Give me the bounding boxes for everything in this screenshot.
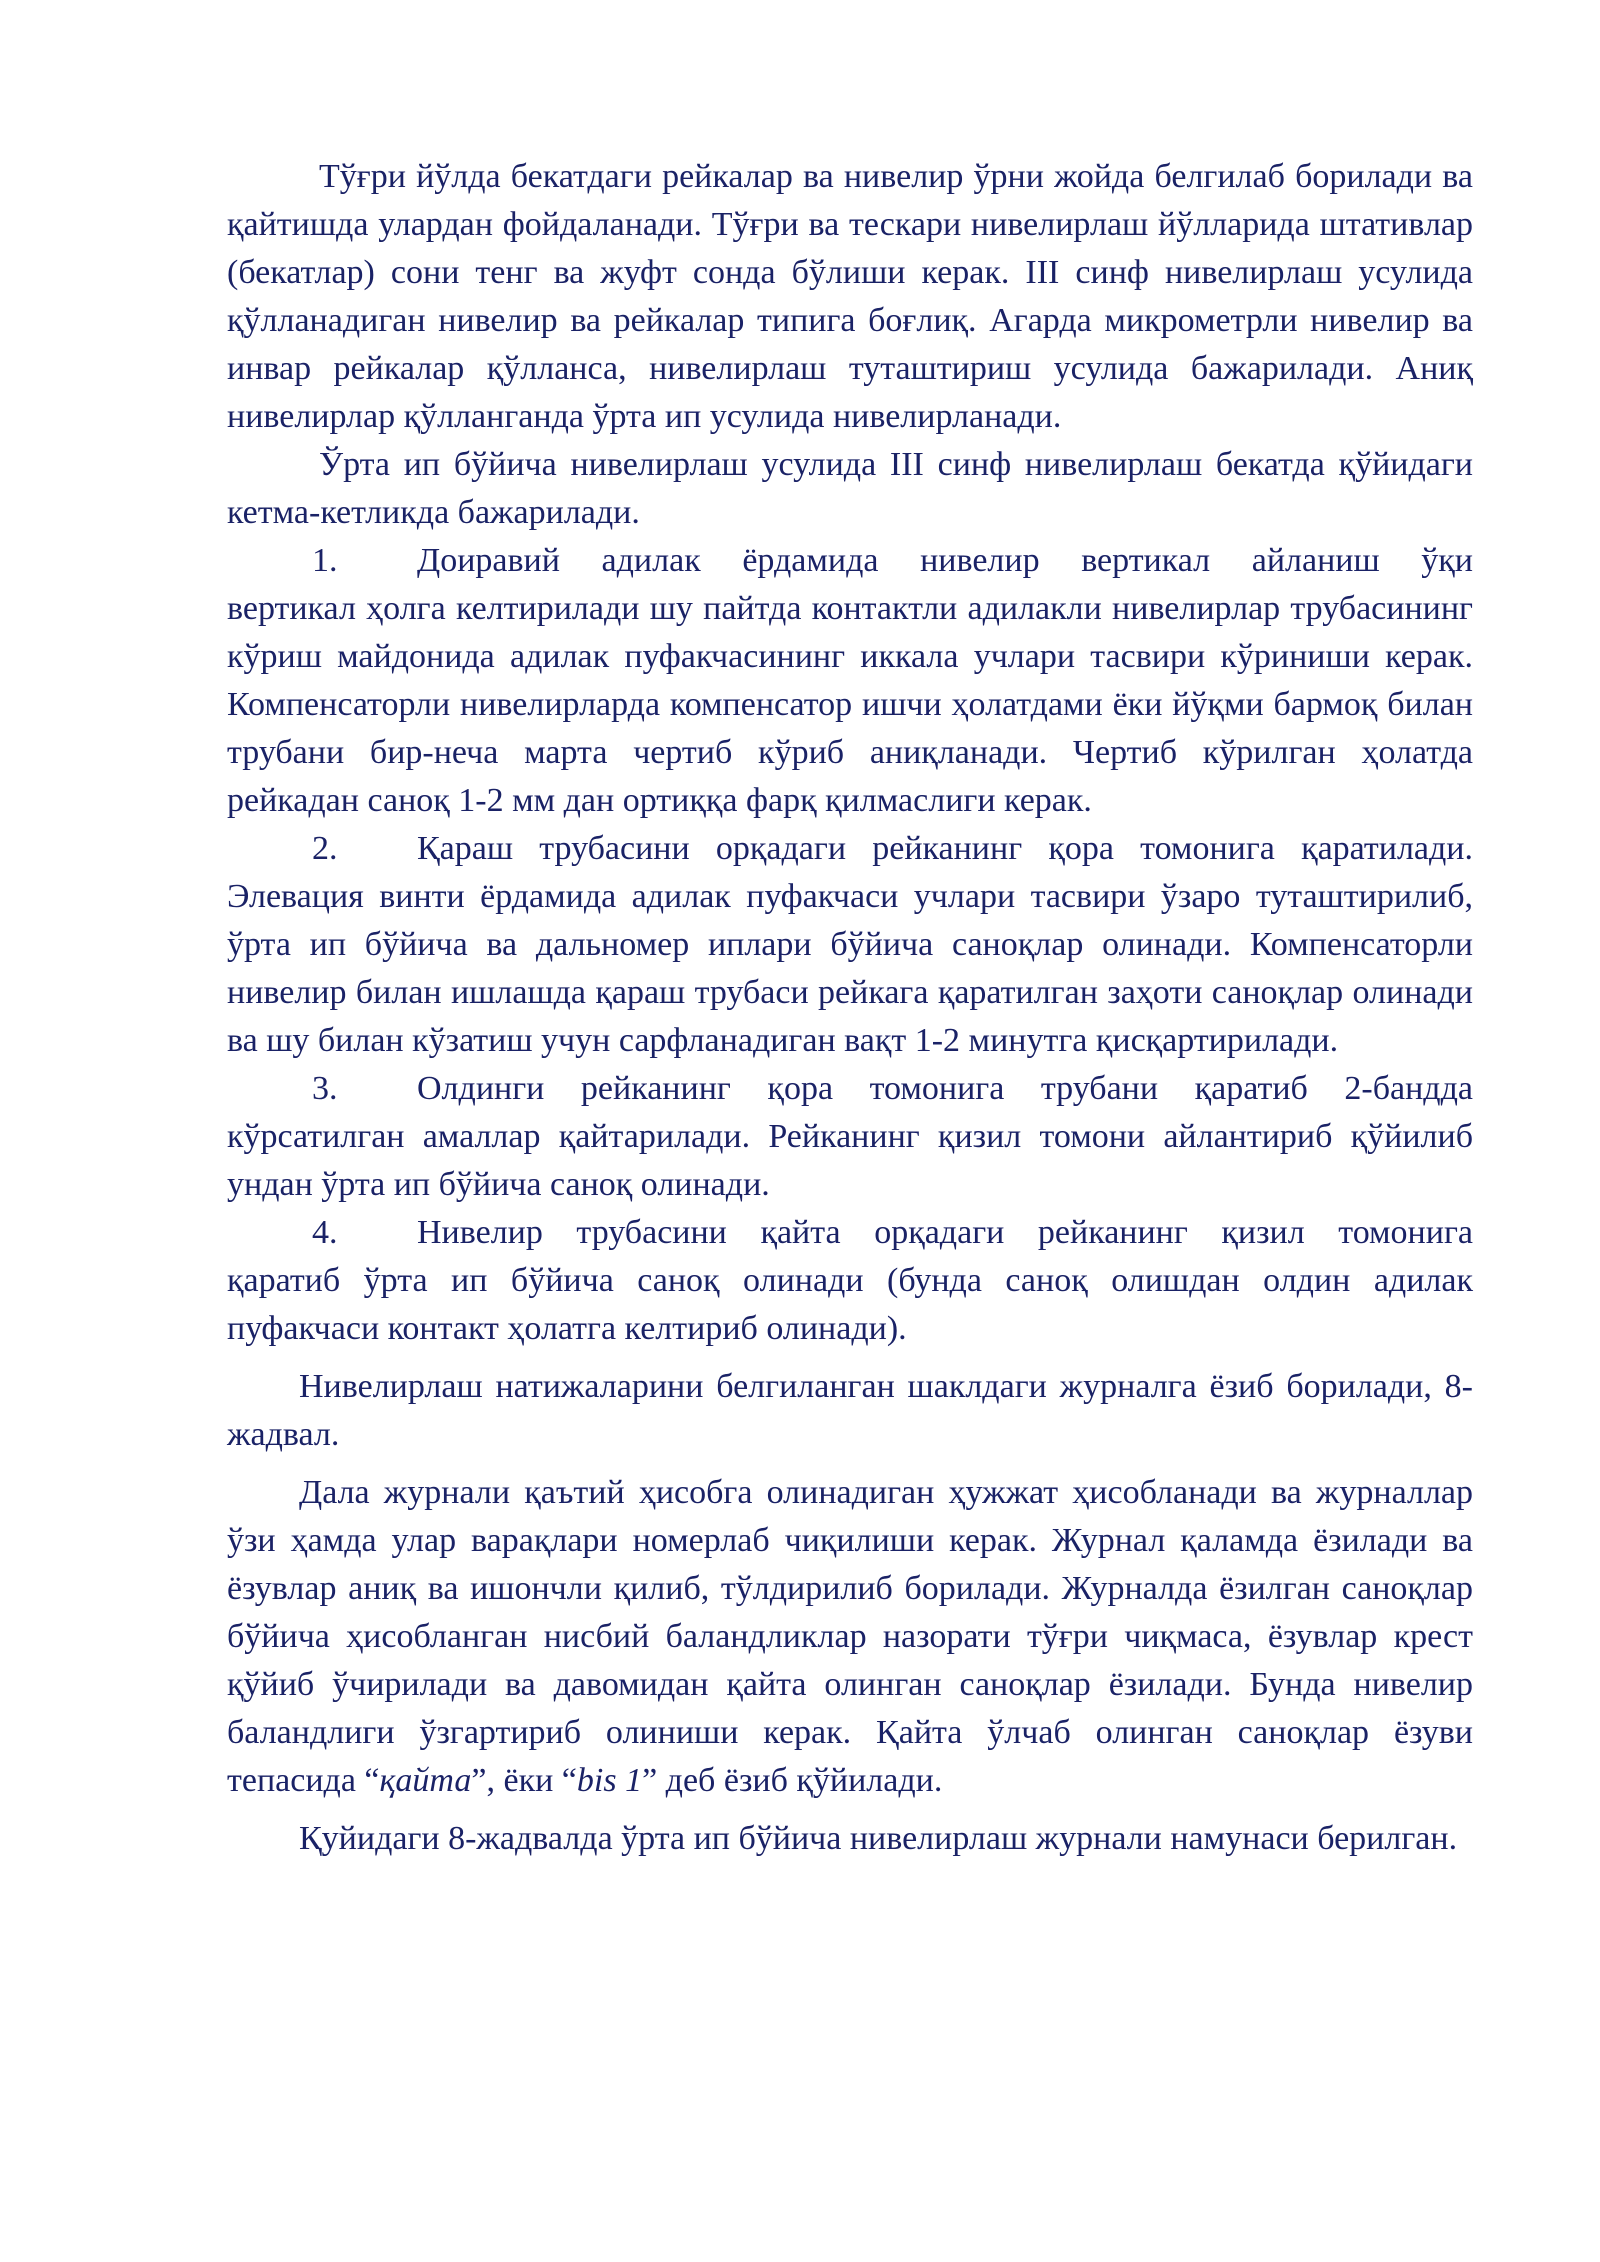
list-item-3-first-line: Олдинги рейканинг қора томонига трубани қаратиб 2-бандда bbox=[417, 1070, 1473, 1107]
paragraph-journal-recording: Нивелирлаш натижаларини белгиланган шаклдаги журналга ёзиб борилади, 8-жадвал. bbox=[227, 1368, 1473, 1453]
list-item-4-first-line: Нивелир трубасини қайта орқадаги рейканинг қизил томонига bbox=[417, 1214, 1473, 1251]
list-item-4 bbox=[227, 1209, 1473, 1353]
list-item-2-first-line: Қараш трубасини орқадаги рейканинг қора томонига қаратилади. bbox=[417, 830, 1473, 867]
paragraph-table-reference: Қуйидаги 8-жадвалда ўрта ип бўйича нивелирлаш журнали намунаси берилган. bbox=[299, 1820, 1458, 1857]
paragraph-sequence-intro: Ўрта ип бўйича нивелирлаш усулида III синф нивелирлаш бекатда қўйидаги кетма-кетликда бажарилади. bbox=[227, 446, 1473, 531]
field-journal-italic-2: bis 1 bbox=[576, 1762, 643, 1799]
list-item-1-first-line: Доиравий адилак ёрдамида нивелир вертикал айланиш ўқи bbox=[417, 542, 1473, 579]
list-item-2 bbox=[227, 825, 1473, 1065]
list-item-4-text: қаратиб ўрта ип бўйича саноқ олинади (бунда саноқ олишдан олдин адилак пуфакчаси контакт ҳолатга келтириб олинади). bbox=[227, 1262, 1473, 1347]
paragraph-field-journal bbox=[227, 1469, 1473, 1805]
list-item-1 bbox=[227, 537, 1473, 825]
field-journal-text-2: ”, ёки “ bbox=[471, 1762, 577, 1799]
list-number-2: 2. bbox=[312, 830, 338, 867]
list-number-1: 1. bbox=[312, 542, 338, 579]
field-journal-text-3: ” деб ёзиб қўйилади. bbox=[642, 1762, 943, 1799]
list-item-3 bbox=[227, 1065, 1473, 1209]
field-journal-italic-1: қайта bbox=[379, 1762, 472, 1799]
paragraph-intro: Тўғри йўлда бекатдаги рейкалар ва нивелир ўрни жойда белгилаб борилади ва қайтишда улардан фойдаланади. Тўғри ва тескари нивелирлаш йўлларида штативлар (бекатлар) сони тенг ва жуфт сонда бўлиши керак. III синф нивелирлаш усулида қўлланадиган нивелир ва рейкалар типига боғлиқ. Агарда микрометрли нивелир ва инвар рейкалар қўлланса, нивелирлаш туташтириш усулида бажарилади. Аниқ нивелирлар қўлланганда ўрта ип усулида нивелирланади. bbox=[227, 158, 1473, 435]
field-journal-text-1: Дала журнали қаътий ҳисобга олинадиган ҳужжат ҳисобланади ва журналлар ўзи ҳамда улар варақлари номерлаб чиқилиши керак. Журнал қаламда ёзилади ва ёзувлар аниқ ва ишончли қилиб, тўлдирилиб борилади. Журналда ёзилган саноқлар бўйича ҳисобланган нисбий баландликлар назорати тўғри чиқмаса, ёзувлар крест қўйиб ўчирилади ва давомидан қайта олинган саноқлар ёзилади. Бунда нивелир баландлиги ўзгартириб олиниши керак. Қайта ўлчаб олинган саноқлар ёзуви тепасида “ bbox=[227, 1474, 1473, 1799]
list-item-3-text: кўрсатилган амаллар қайтарилади. Рейканинг қизил томони айлантириб қўйилиб ундан ўрта ип бўйича саноқ олинади. bbox=[227, 1118, 1473, 1203]
list-number-4: 4. bbox=[312, 1214, 338, 1251]
list-item-2-text: Элевация винти ёрдамида адилак пуфакчаси учлари тасвири ўзаро туташтирилиб, ўрта ип бўйича ва дальномер иплари бўйича саноқлар олинади. Компенсаторли нивелир билан ишлашда қараш трубаси рейкага қаратилган заҳоти саноқлар олинади ва шу билан кўзатиш учун сарфланадиган вақт 1-2 минутга қисқартирилади. bbox=[227, 878, 1473, 1059]
list-number-3: 3. bbox=[312, 1070, 338, 1107]
document-page bbox=[227, 153, 1473, 1863]
list-item-1-text: вертикал ҳолга келтирилади шу пайтда контактли адилакли нивелирлар трубасининг кўриш майдонида адилак пуфакчасининг иккала учлари тасвири кўриниши керак. Компенсаторли нивелирларда компенсатор ишчи ҳолатдами ёки йўқми бармоқ билан трубани бир-неча марта чертиб кўриб аниқланади. Чертиб кўрилган ҳолатда рейкадан саноқ 1-2 мм дан ортиққа фарқ қилмаслиги керак. bbox=[227, 590, 1473, 819]
